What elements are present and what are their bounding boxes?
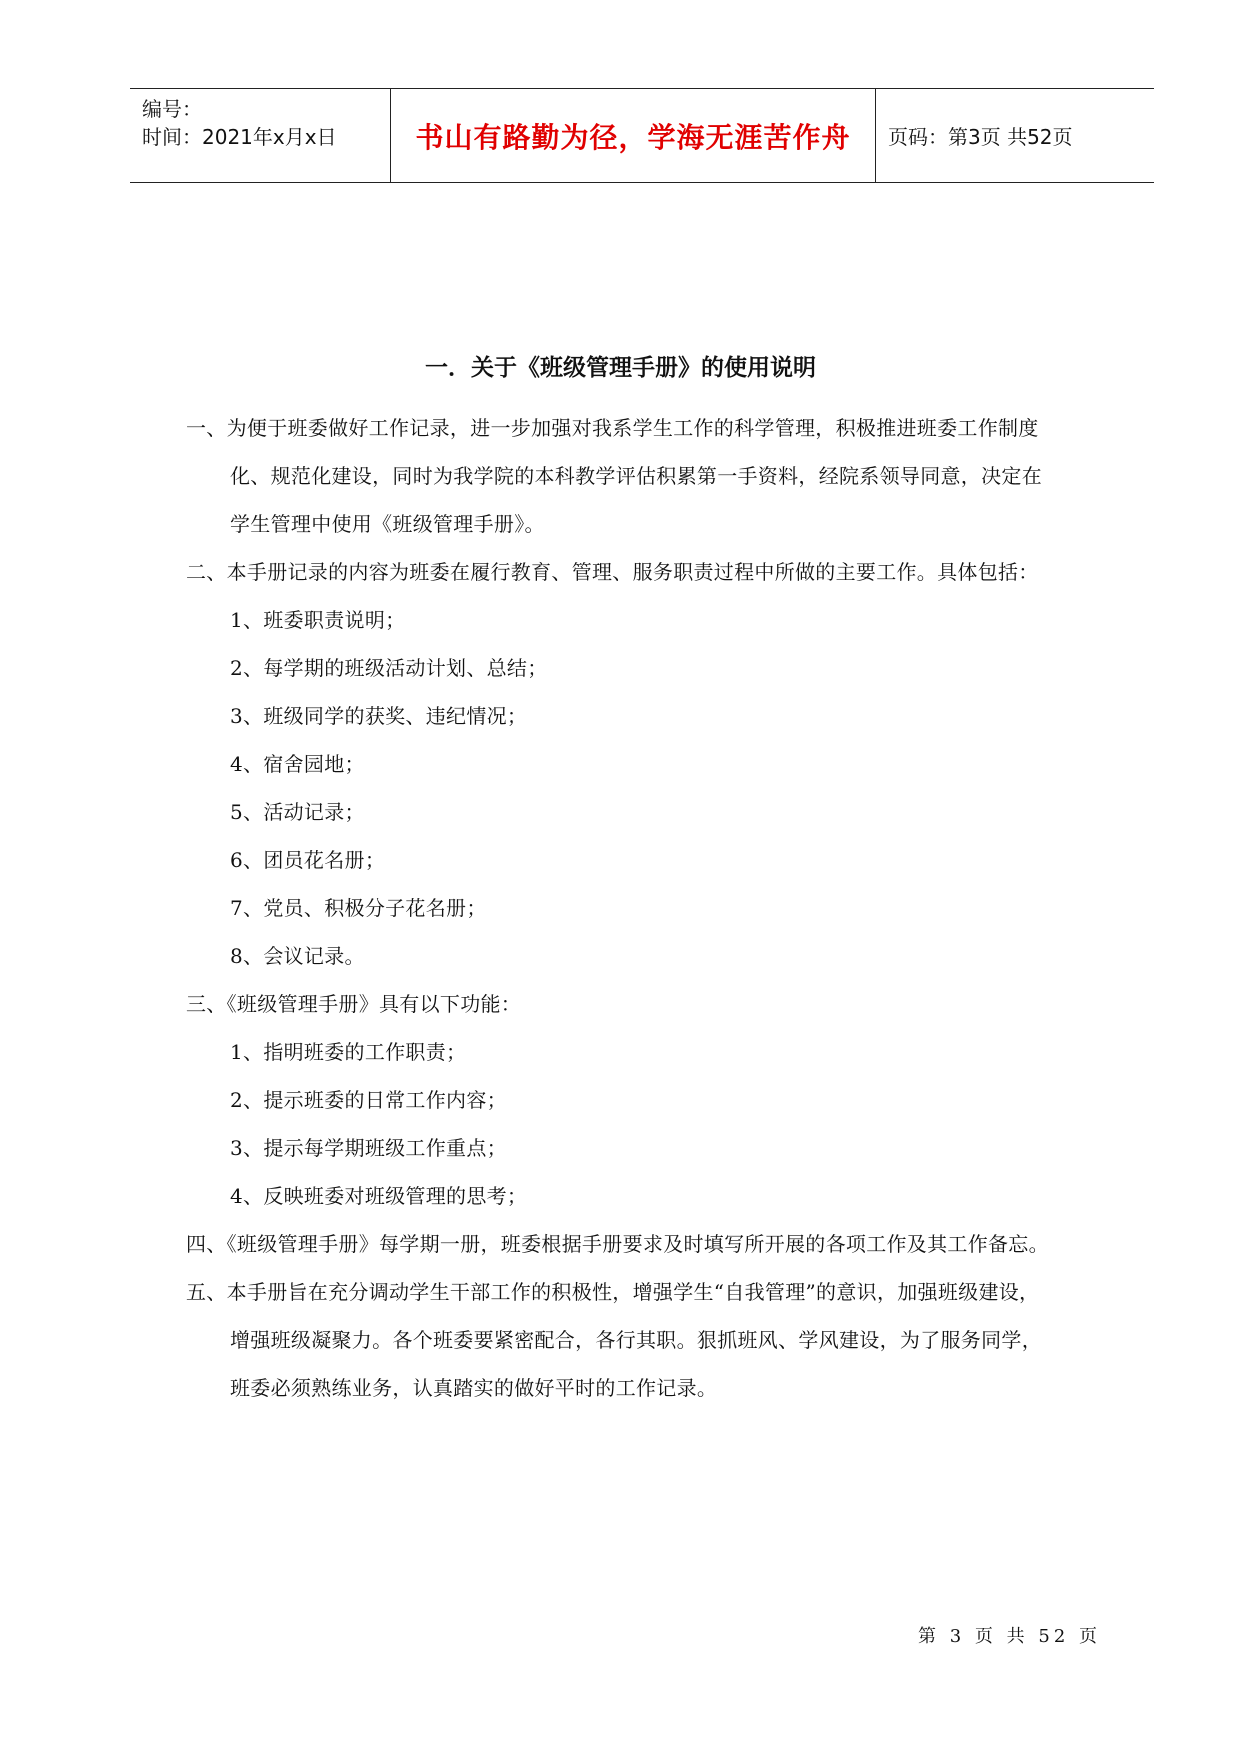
paragraph-line: 四、《班级管理手册》每学期一册，班委根据手册要求及时填写所开展的各项工作及其工作备忘。 <box>186 1232 1049 1256</box>
paragraph-line: 二、本手册记录的内容为班委在履行教育、管理、服务职责过程中所做的主要工作。具体包括： <box>186 560 1039 584</box>
paragraph-line: 化、规范化建设，同时为我学院的本科教学评估积累第一手资料，经院系领导同意，决定在 <box>230 464 1042 488</box>
list-item: 6、团员花名册； <box>230 848 386 872</box>
motto: 书山有路勤为径，学海无涯苦作舟 <box>415 120 851 154</box>
list-item: 2、提示班委的日常工作内容； <box>230 1088 507 1112</box>
header-table <box>130 88 1154 183</box>
list-item: 3、提示每学期班级工作重点； <box>230 1136 507 1160</box>
list-item: 4、宿舍园地； <box>230 752 365 776</box>
paragraph-line: 增强班级凝聚力。各个班委要紧密配合，各行其职。狠抓班风、学风建设，为了服务同学， <box>230 1328 1042 1352</box>
page-footer: 第 3 页 共 52 页 <box>918 1626 1101 1647</box>
document-title: 一．关于《班级管理手册》的使用说明 <box>425 354 816 381</box>
list-item: 2、每学期的班级活动计划、总结； <box>230 656 548 680</box>
list-item: 4、反映班委对班级管理的思考； <box>230 1184 528 1208</box>
number-label: 编号： <box>142 97 202 121</box>
list-item: 5、活动记录； <box>230 800 365 824</box>
list-item: 7、党员、积极分子花名册； <box>230 896 487 920</box>
list-item: 8、会议记录。 <box>230 944 365 968</box>
paragraph-line: 一、为便于班委做好工作记录，进一步加强对我系学生工作的科学管理，积极推进班委工作制度 <box>186 416 1039 440</box>
paragraph-line: 班委必须熟练业务，认真踏实的做好平时的工作记录。 <box>230 1376 718 1400</box>
paragraph-line: 五、本手册旨在充分调动学生干部工作的积极性，增强学生“自我管理”的意识，加强班级建设， <box>186 1280 1040 1304</box>
paragraph-line: 学生管理中使用《班级管理手册》。 <box>230 512 545 536</box>
header-motto-cell <box>391 89 876 182</box>
list-item: 1、指明班委的工作职责； <box>230 1040 467 1064</box>
header-page-cell <box>876 89 1154 182</box>
time-label: 时间：2021年x月x日 <box>142 125 337 149</box>
page-code: 页码：第3页 共52页 <box>888 125 1073 149</box>
header-info-cell <box>130 89 391 182</box>
list-item: 1、班委职责说明； <box>230 608 406 632</box>
paragraph-line: 三、《班级管理手册》具有以下功能： <box>186 992 522 1016</box>
list-item: 3、班级同学的获奖、违纪情况； <box>230 704 528 728</box>
